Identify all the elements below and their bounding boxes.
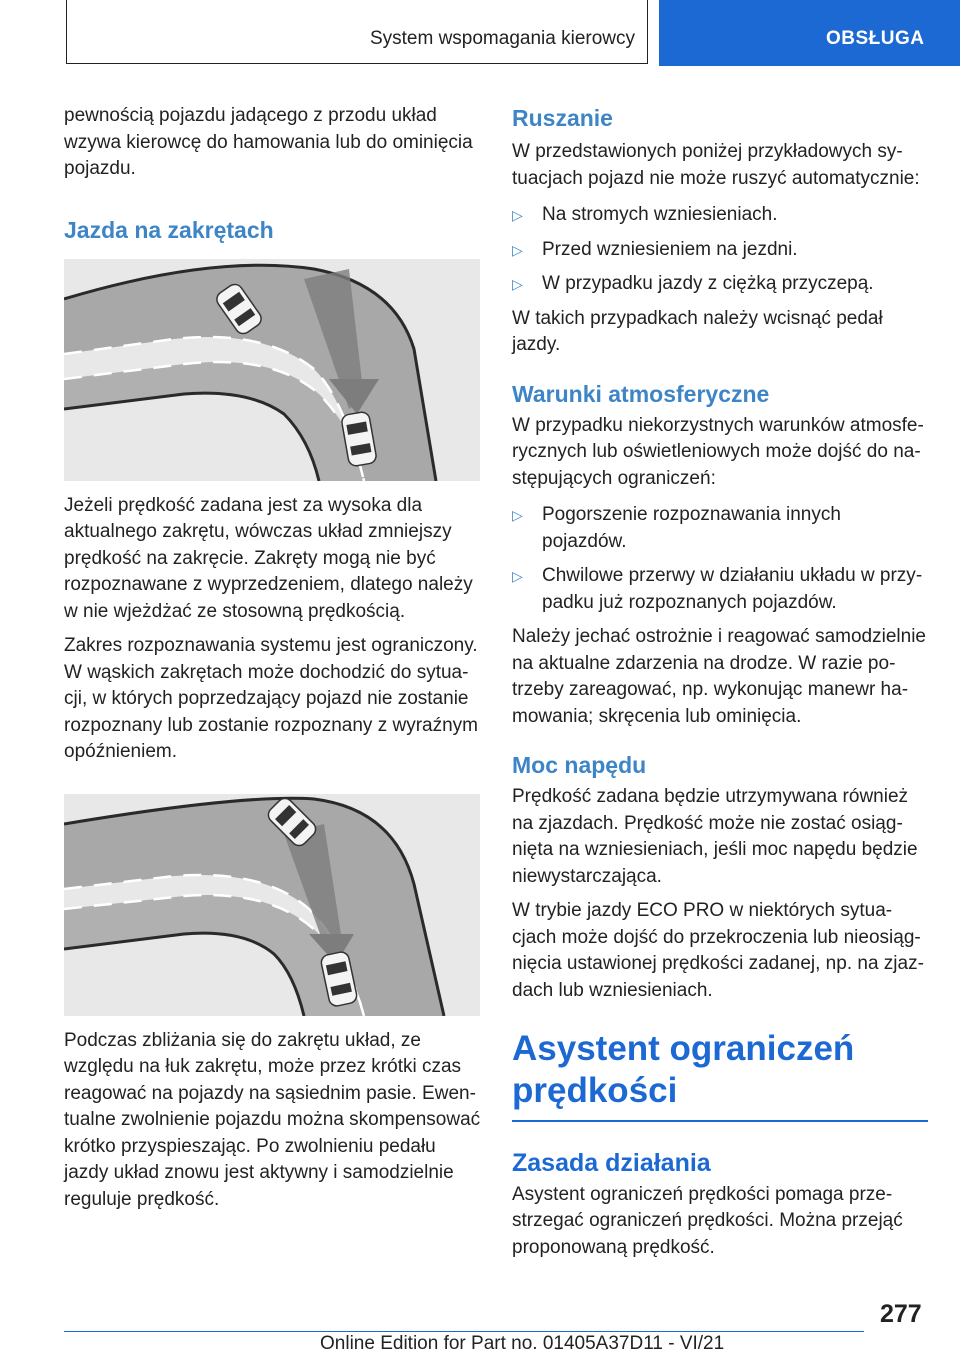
heading-curves: Jazda na zakrętach bbox=[64, 216, 274, 243]
paragraph-pedal: W takich przypadkach należy wcisnąć pedał jazdy. bbox=[512, 307, 883, 355]
paragraph-range: Zakres rozpoznawania systemu jest ograniczony. W wąskich zakrętach może dochodzić do sytuacji, w których poprzedzający pojazd nie zostanie rozpoznany lub zostanie rozpoznany z wyraźnym opóźnieniem. bbox=[64, 635, 478, 762]
paragraph-weather: W przypadku niekorzystnych warunków atmosferycznych lub oświetleniowych może dojść do następujących ograniczeń: bbox=[512, 414, 924, 489]
header-title-box bbox=[66, 0, 648, 64]
heading-power: Moc napędu bbox=[512, 752, 647, 778]
paragraph-principle: Asystent ograniczeń prędkości pomaga przestrzegać ograniczeń prędkości. Można przejąć proponowaną prędkość. bbox=[512, 1183, 903, 1258]
paragraph-approach: Podczas zbliżania się do zakrętu układ, ze względu na łuk zakrętu, może przez krótki czas reagować na pojazdy na sąsiednim pasie. Ewentualne zwolnienie pojazdu można skompensować krótko przyspieszając. Po zwolnieniu pedału jazdy układ znowu jest aktywny i samodzielnie reguluje prędkość. bbox=[64, 1029, 481, 1210]
list-item: ▷ Chwilowe przerwy w działaniu układu w przypadku już rozpoznanych pojazdów. bbox=[512, 565, 923, 613]
start-list bbox=[512, 202, 928, 298]
triangle-bullet-icon: ▷ bbox=[512, 207, 523, 223]
list-item: ▷ Przed wzniesieniem na jezdni. bbox=[512, 237, 928, 264]
paragraph-power-1: Prędkość zadana będzie utrzymywana również na zjazdach. Prędkość może nie zostać osiągnięta na wzniesieniach, jeśli moc napędu będzie niewystarczająca. bbox=[512, 786, 918, 887]
intro-paragraph: pewnością pojazdu jadącego z przodu układ wzywa kierowcę do hamowania lub do ominięcia pojazdu. bbox=[64, 105, 473, 179]
triangle-bullet-icon: ▷ bbox=[512, 241, 523, 258]
header-title: System wspomagania kierowcy bbox=[369, 28, 635, 49]
section-rule bbox=[512, 1120, 928, 1122]
list-item: ▷ Pogorszenie rozpoznawania innych pojazdów. bbox=[512, 504, 841, 552]
paragraph-speed: Jeżeli prędkość zadana jest za wysoka dla aktualnego zakrętu, wówczas układ zmniejszy prędkość na zakręcie. Zakręty mogą nie być rozpoznawane z wyprzedzeniem, dlatego należy w nie wjeżdżać ze stosowną prędkością. bbox=[64, 494, 473, 622]
triangle-bullet-icon: ▷ bbox=[512, 568, 523, 584]
heading-weather: Warunki atmosferyczne bbox=[512, 380, 770, 407]
weather-list bbox=[512, 502, 928, 616]
footer-rule bbox=[64, 1331, 864, 1332]
footer-edition: Online Edition for Part no. 01405A37D11 - VI/21 bbox=[320, 1333, 725, 1354]
triangle-bullet-icon: ▷ bbox=[512, 276, 523, 292]
left-column bbox=[64, 103, 482, 1221]
triangle-bullet-icon: ▷ bbox=[512, 507, 523, 523]
section-tab bbox=[659, 0, 960, 66]
paragraph-careful: Należy jechać ostrożnie i reagować samodzielnie na aktualne zdarzenia na drodze. W razie potrzeby zareagować, np. wykonując manewr hamowania; skręcenia lub ominięcia. bbox=[512, 626, 926, 727]
curve-illustration-2 bbox=[64, 794, 480, 1016]
page-number: 277 bbox=[880, 1300, 922, 1328]
paragraph-power-2: W trybie jazdy ECO PRO w niektórych sytuacjach może dojść do przekroczenia lub nieosiągnięcia ustawionej prędkości zadanej, np. na zjazdach lub wzniesieniach. bbox=[512, 900, 924, 1001]
section-label: OBSŁUGA bbox=[826, 28, 925, 49]
heading-assistant: Asystent ograniczeń prędkości bbox=[512, 1029, 855, 1110]
heading-start: Ruszanie bbox=[512, 105, 613, 131]
page-header bbox=[0, 0, 960, 66]
right-column bbox=[512, 103, 928, 1269]
heading-principle: Zasada działania bbox=[512, 1148, 711, 1177]
list-item: ▷ W przypadku jazdy z ciężką przyczepą. bbox=[512, 271, 928, 298]
list-item: ▷ Na stromych wzniesieniach. bbox=[512, 202, 928, 229]
curve-illustration-1 bbox=[64, 259, 480, 481]
paragraph-start: W przedstawionych poniżej przykładowych sytuacjach pojazd nie może ruszyć automatycznie: bbox=[512, 141, 920, 189]
